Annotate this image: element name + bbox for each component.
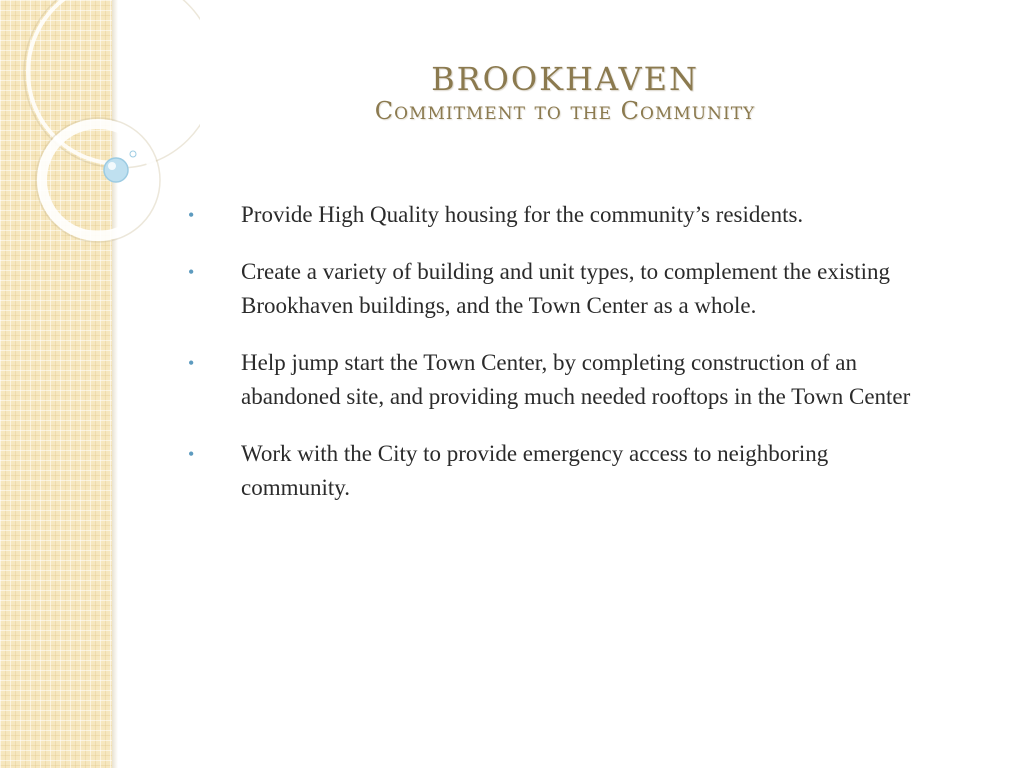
bullet-item (188, 346, 918, 414)
bullet-text: Help jump start the Town Center, by completing construction of an abandoned site, and providing much needed rooftops in the Town Center (241, 350, 911, 409)
bullet-text: Provide High Quality housing for the community’s residents. (241, 202, 804, 227)
bullet-item (188, 437, 918, 505)
title-block (150, 48, 980, 124)
decorative-rings-icon (0, 0, 200, 260)
bullet-marker: • (188, 262, 195, 282)
bullet-text: Work with the City to provide emergency access to neighboring community. (241, 441, 829, 500)
page-subtitle: Commitment to the Community (374, 97, 756, 125)
bullet-marker: • (188, 353, 195, 373)
bullet-marker: • (188, 444, 195, 464)
bullet-marker: • (188, 205, 195, 225)
bullet-text: Create a variety of building and unit types, to complement the existing Brookhaven buildings, and the Town Center as a whole. (241, 259, 890, 318)
bullet-item (188, 255, 918, 323)
bullet-list (188, 198, 918, 528)
page-title: brookhaven (431, 47, 699, 101)
bullet-item (188, 198, 918, 232)
